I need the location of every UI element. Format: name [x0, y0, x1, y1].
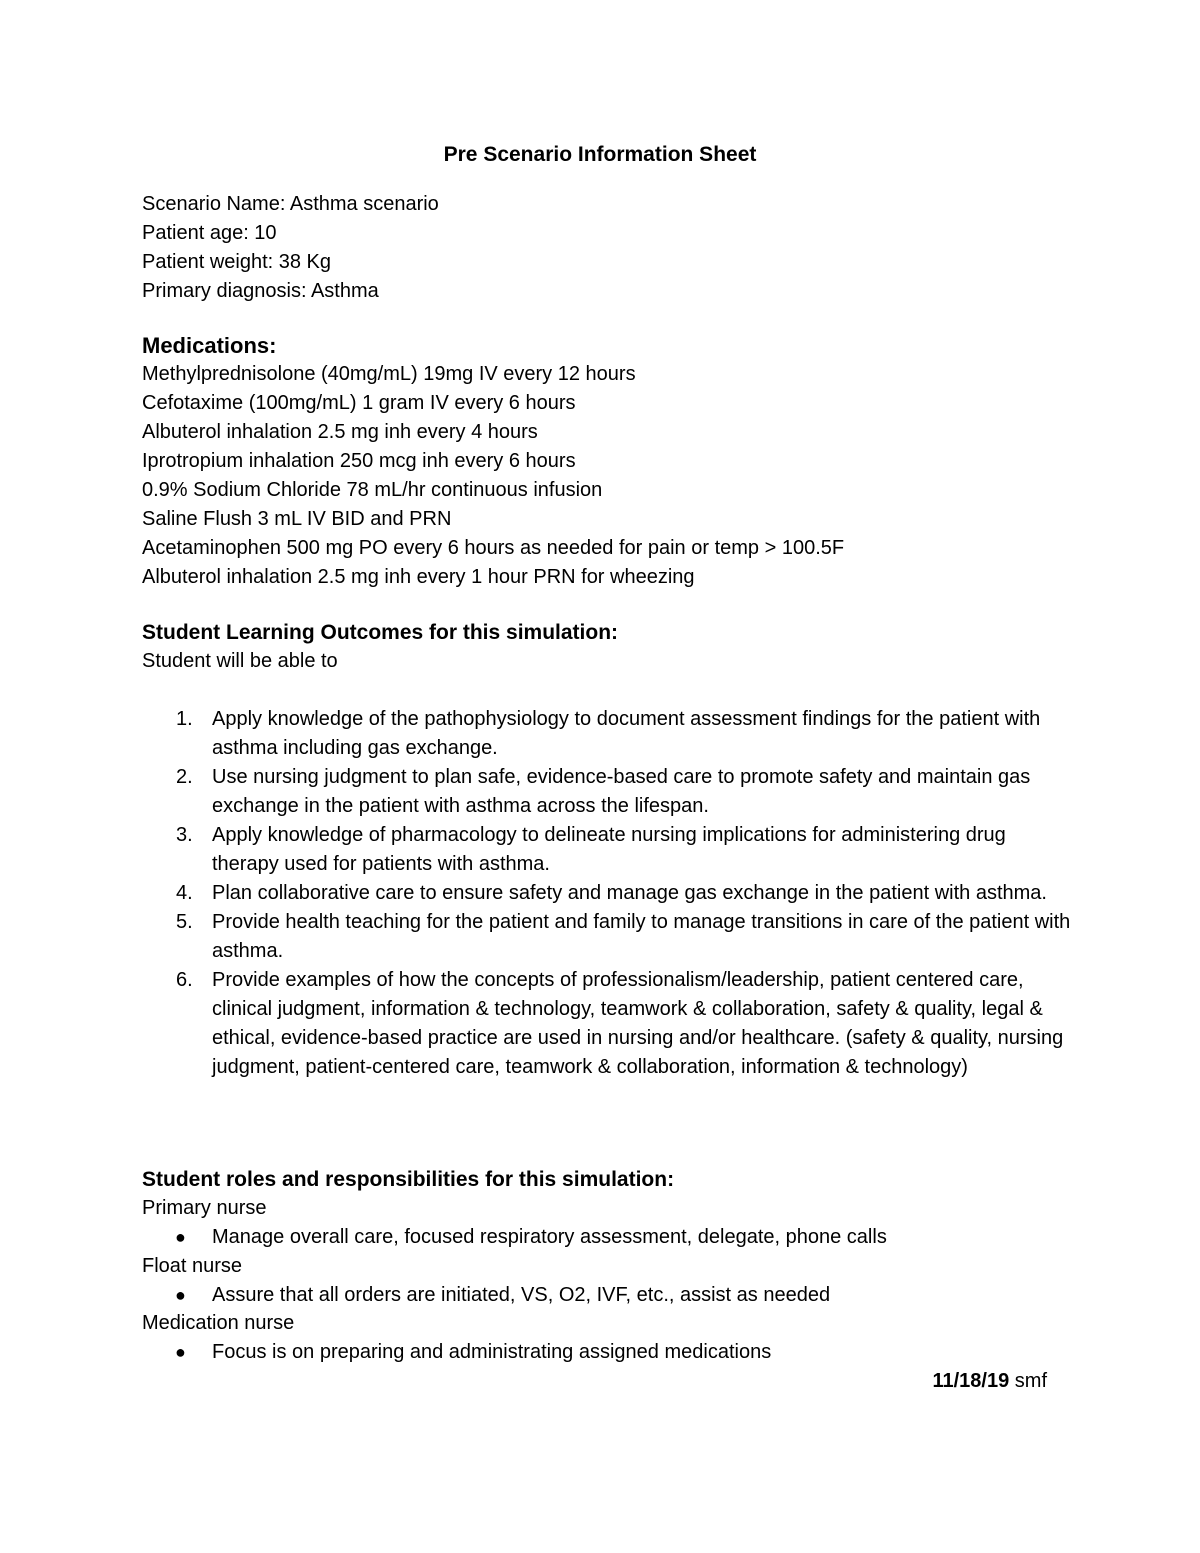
outcome-item — [142, 879, 1072, 908]
bullet-icon: ● — [175, 1227, 186, 1247]
footer-initials: smf — [1014, 1370, 1047, 1392]
outcome-number: 5. — [176, 911, 193, 933]
outcome-text: Provide health teaching for the patient and family to manage transitions in care of the patient with asthma. — [212, 911, 1071, 962]
outcome-number: 2. — [176, 766, 193, 788]
medication-item: Iprotropium inhalation 250 mcg inh every 6 hours — [142, 450, 576, 472]
outcome-item — [142, 821, 1072, 879]
outcome-text: Apply knowledge of pharmacology to delineate nursing implications for administering drug therapy used for patients with asthma. — [212, 824, 1006, 875]
medication-item: Acetaminophen 500 mg PO every 6 hours as needed for pain or temp > 100.5F — [142, 537, 845, 559]
outcome-number: 6. — [176, 969, 193, 991]
role-duty-text: Manage overall care, focused respiratory assessment, delegate, phone calls — [212, 1226, 887, 1248]
bullet-icon: ● — [175, 1285, 186, 1305]
footer-date: 11/18/19 — [932, 1370, 1010, 1392]
patient-weight: Patient weight: 38 Kg — [142, 251, 332, 273]
outcome-number: 4. — [176, 882, 193, 904]
medication-item: Cefotaxime (100mg/mL) 1 gram IV every 6 hours — [142, 392, 576, 414]
role-duty-text: Assure that all orders are initiated, VS, O2, IVF, etc., assist as needed — [212, 1284, 831, 1306]
role-title: Primary nurse — [142, 1197, 267, 1219]
medication-item: Albuterol inhalation 2.5 mg inh every 1 hour PRN for wheezing — [142, 566, 695, 588]
role-duty — [142, 1223, 1072, 1252]
scenario-name: Scenario Name: Asthma scenario — [142, 193, 439, 215]
outcome-item — [142, 966, 1072, 1082]
role-duty — [142, 1338, 1072, 1367]
roles-heading: Student roles and responsibilities for this simulation: — [142, 1168, 675, 1191]
outcomes-list — [142, 705, 1072, 1082]
medication-item: Saline Flush 3 mL IV BID and PRN — [142, 508, 452, 530]
role-duty — [142, 1281, 1072, 1310]
outcome-text: Plan collaborative care to ensure safety and manage gas exchange in the patient with asthma. — [212, 882, 1047, 904]
outcomes-header — [142, 618, 1072, 676]
outcomes-heading: Student Learning Outcomes for this simulation: — [142, 621, 619, 644]
role-duty-text: Focus is on preparing and administrating assigned medications — [212, 1341, 772, 1363]
role-title: Float nurse — [142, 1255, 243, 1277]
outcome-item — [142, 705, 1072, 763]
patient-info — [142, 190, 1072, 306]
outcomes-intro: Student will be able to — [142, 650, 338, 672]
outcome-item — [142, 908, 1072, 966]
patient-age: Patient age: 10 — [142, 222, 277, 244]
primary-diagnosis: Primary diagnosis: Asthma — [142, 280, 379, 302]
medications-heading: Medications: — [142, 333, 277, 358]
role-title: Medication nurse — [142, 1312, 295, 1334]
medication-item: 0.9% Sodium Chloride 78 mL/hr continuous infusion — [142, 479, 603, 501]
bullet-icon: ● — [175, 1342, 186, 1362]
outcome-text: Use nursing judgment to plan safe, evidence-based care to promote safety and maintain gas exchange in the patient with asthma across the lifespan. — [212, 766, 1031, 817]
medications-section — [142, 331, 1072, 592]
outcome-number: 1. — [176, 708, 193, 730]
footer-signature — [932, 1367, 1047, 1396]
outcome-text: Provide examples of how the concepts of professionalism/leadership, patient centered care, clinical judgment, information & technology, teamwork & collaboration, safety & quality, legal & ethical, evidence-based practice are used in nursing and/or healthcare. (safety & quality, nursing judgment, patient-centered care, teamwork & collaboration, information & technology) — [212, 969, 1064, 1078]
outcome-number: 3. — [176, 824, 193, 846]
outcome-text: Apply knowledge of the pathophysiology to document assessment findings for the patient with asthma including gas exchange. — [212, 708, 1041, 759]
outcome-item — [142, 763, 1072, 821]
medication-item: Methylprednisolone (40mg/mL) 19mg IV every 12 hours — [142, 363, 636, 385]
medication-item: Albuterol inhalation 2.5 mg inh every 4 hours — [142, 421, 538, 443]
page-title: Pre Scenario Information Sheet — [443, 143, 757, 166]
